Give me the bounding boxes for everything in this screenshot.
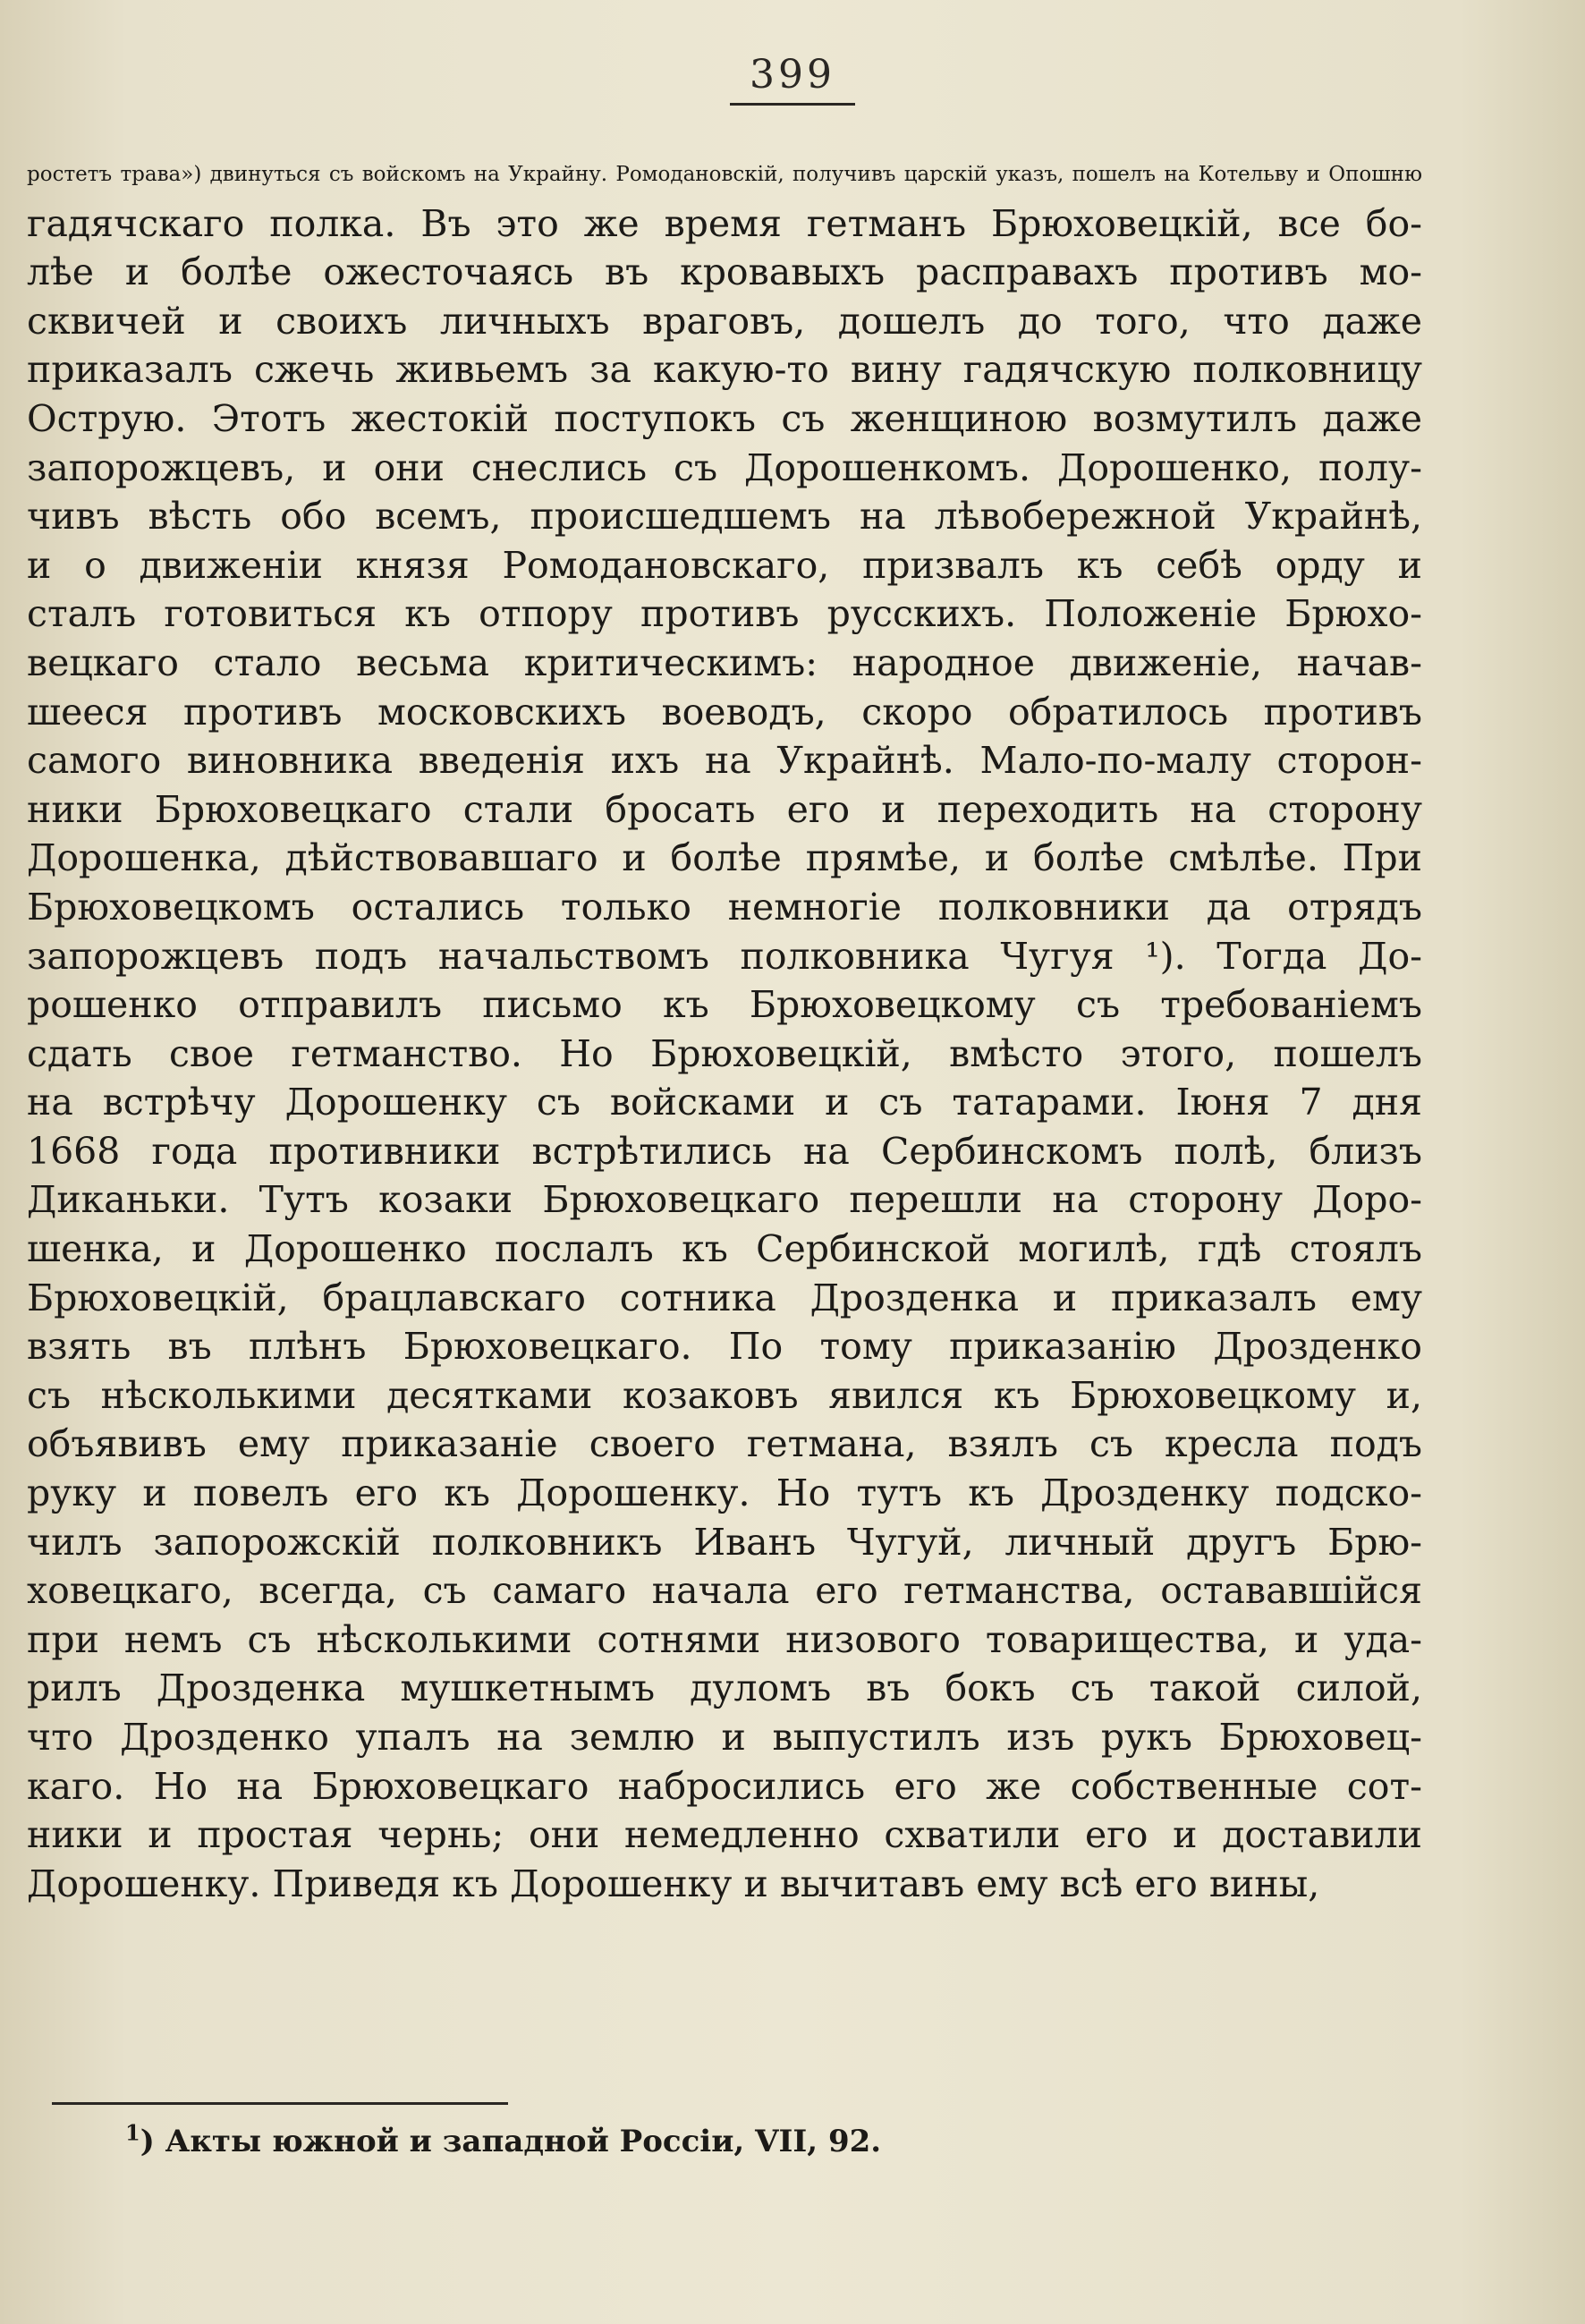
text-line: вецкаго стало весьма критическимъ: народное движеніе, начав- <box>27 640 1422 684</box>
text-line: и о движеніи князя Ромодановскаго, призвалъ къ себѣ орду и <box>27 543 1422 587</box>
text-line: лѣе и болѣе ожесточаясь въ кровавыхъ расправахъ противъ мо- <box>27 250 1422 294</box>
footnote <box>125 2119 882 2159</box>
text-line: запорожцевъ подъ начальствомъ полковника Чугуя ¹). Тогда До- <box>27 934 1422 978</box>
text-line: руку и повелъ его къ Дорошенку. Но тутъ къ Дрозденку подско- <box>27 1472 1422 1515</box>
footnote-marker: 1 <box>125 2119 140 2146</box>
footnote-rule <box>52 2102 508 2105</box>
text-line: рилъ Дрозденка мушкетнымъ дуломъ въ бокъ съ такой силой, <box>27 1667 1422 1710</box>
text-line: Дорошенку. Приведя къ Дорошенку и вычитавъ ему всѣ его вины, <box>27 1862 1320 1905</box>
text-line: самого виновника введенія ихъ на Украйнѣ. Мало-по-малу сторон- <box>27 739 1422 783</box>
text-line: 1668 года противники встрѣтились на Сербинскомъ полѣ, близъ <box>27 1129 1422 1173</box>
text-line: при немъ съ нѣсколькими сотнями низового товарищества, и уда- <box>27 1617 1422 1661</box>
page-header <box>0 52 1585 106</box>
text-line: шееся противъ московскихъ воеводъ, скоро обратилось противъ <box>27 690 1422 734</box>
text-line: сталъ готовиться къ отпору противъ русскихъ. Положеніе Брюхо- <box>27 592 1422 636</box>
text-line: Брюховецкій, брацлавскаго сотника Дрозденка и приказалъ ему <box>27 1276 1422 1319</box>
text-line: шенка, и Дорошенко послалъ къ Сербинской могилѣ, гдѣ стоялъ <box>27 1227 1422 1271</box>
page-number: 399 <box>730 52 855 106</box>
text-line: ники и простая чернь; они немедленно схватили его и доставили <box>27 1813 1422 1857</box>
text-line: рошенко отправилъ письмо къ Брюховецкому съ требованіемъ <box>27 983 1422 1027</box>
text-line: Острую. Этотъ жестокій поступокъ съ женщиною возмутилъ даже <box>27 396 1422 440</box>
text-line: ростетъ трава») двинуться съ войскомъ на Украйну. Ромодановскій, получивъ царскій указъ, пошелъ на Котельву и Опошню <box>27 163 1422 186</box>
text-line: чилъ запорожскій полковникъ Иванъ Чугуй, личный другъ Брю- <box>27 1520 1422 1564</box>
text-line: объявивъ ему приказаніе своего гетмана, взялъ съ кресла подъ <box>27 1422 1422 1466</box>
text-line: ховецкаго, всегда, съ самаго начала его гетманства, остававшійся <box>27 1569 1422 1613</box>
text-line: что Дрозденко упалъ на землю и выпустилъ изъ рукъ Брюховец- <box>27 1716 1422 1759</box>
text-line: Диканьки. Тутъ козаки Брюховецкаго перешли на сторону Доро- <box>27 1178 1422 1222</box>
text-line: на встрѣчу Дорошенку съ войсками и съ татарами. Іюня 7 дня <box>27 1081 1422 1124</box>
text-line: чивъ вѣсть обо всемъ, происшедшемъ на лѣвобережной Украйнѣ, <box>27 495 1422 539</box>
text-line: съ нѣсколькими десятками козаковъ явился къ Брюховецкому и, <box>27 1373 1422 1417</box>
text-line: Дорошенка, дѣйствовавшаго и болѣе прямѣе, и болѣе смѣлѣе. При <box>27 836 1422 880</box>
text-line: запорожцевъ, и они снеслись съ Дорошенкомъ. Дорошенко, полу- <box>27 445 1422 489</box>
footnote-text: ) Акты южной и западной Россіи, VII, 92. <box>140 2124 882 2159</box>
text-line: ники Брюховецкаго стали бросать его и переходить на сторону <box>27 787 1422 831</box>
text-line: каго. Но на Брюховецкаго набросились его же собственные сот- <box>27 1764 1422 1808</box>
text-line: сдать свое гетманство. Но Брюховецкій, вмѣсто этого, пошелъ <box>27 1031 1422 1075</box>
text-line: Брюховецкомъ остались только немногіе полковники да отрядъ <box>27 885 1422 929</box>
text-line: сквичей и своихъ личныхъ враговъ, дошелъ до того, что даже <box>27 299 1422 343</box>
text-line: приказалъ сжечь живьемъ за какую-то вину гадячскую полковницу <box>27 348 1422 392</box>
text-line: гадячскаго полка. Въ это же время гетманъ Брюховецкій, все бо- <box>27 201 1422 245</box>
body-text <box>27 150 1422 1908</box>
text-line: взять въ плѣнъ Брюховецкаго. По тому приказанію Дрозденко <box>27 1325 1422 1369</box>
